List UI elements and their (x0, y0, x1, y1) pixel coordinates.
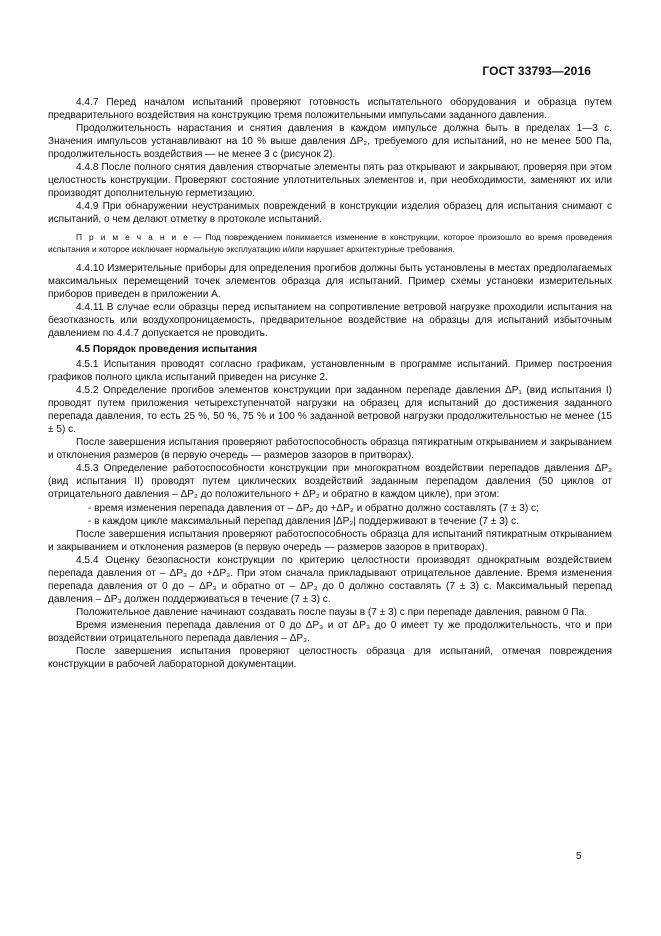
section-heading-4-5: 4.5 Порядок проведения испытания (76, 343, 258, 355)
paragraph-4-5-3: 4.5.3 Определение работоспособности конструкции при многократном воздействии перепадов давления ΔP₂ (вид испытания II) проводят путем циклических воздействий заданным перепадом давления (50 циклов от отрицательного давления – ΔP₂ до положительного + ΔP₂ и обратно в каждом цикле), при этом: (48, 463, 612, 501)
paragraph-4-4-8: 4.4.8 После полного снятия давления створчатые элементы пять раз открывают и закрывают, проверяя при этом целостность конструкции. Проверяют состояние уплотнительных элементов и, при необходимости, заменяют их или производят дополнительную герметизацию. (48, 162, 612, 200)
paragraph-4-5-4: 4.5.4 Оценку безопасности конструкции по критерию целостности производят однократным воздействием перепада давления от – ΔP₃ до +ΔP₃. При этом сначала прикладывают отрицательное давление. Время изменения перепада давления от 0 до – ΔP₃ и обратно от – ΔP₃ до 0 должно составлять (7 ± 3) с. Максимальный перепад давления – ΔP₃ должен поддерживаться в течение (7 ± 3) с. (48, 554, 612, 605)
paragraph-final-check: После завершения испытания проверяют целостность образца для испытаний, отмечая повреждения конструкции в рабочей лабораторной документации. (48, 646, 612, 671)
list-item-cycle-time: - время изменения перепада давления от – ΔP₂ до +ΔP₂ и обратно должно составлять (7 ± 3) с; (88, 502, 539, 514)
paragraph-4-5-2: 4.5.2 Определение прогибов элементов конструкции при заданном перепаде давления ΔP₁ (вид испытания I) проводят путем приложения четырехступенчатой нагрузки на образец для испытаний до достижения заданного перепада давления, то есть 25 %, 50 %, 75 % и 100 % заданной ветровой нагрузки продолжительностью не менее (15 ± 5) с. (48, 385, 612, 436)
note-label: П р и м е ч а н и е (76, 232, 190, 243)
paragraph-pressure-time: Время изменения перепада давления от 0 до ΔP₃ и от ΔP₃ до 0 имеет ту же продолжительность, что и при воздействии отрицательного перепада давления – ΔP₃. (48, 619, 612, 644)
paragraph-after-4-5-2: После завершения испытания проверяют работоспособность образца пятикратным открыванием и закрыванием и отклонения размеров (в первую очередь — размеров зазоров в притворах). (48, 437, 612, 462)
document-code: ГОСТ 33793—2016 (482, 64, 591, 78)
list-item-max-pressure: - в каждом цикле максимальный перепад давления |ΔP₂| поддерживают в течение (7 ± 3) с. (88, 515, 519, 527)
paragraph-4-5-1: 4.5.1 Испытания проводят согласно графикам, установленным в программе испытаний. Пример построения графиков полного цикла испытаний приведен на рисунке 2. (48, 358, 612, 384)
paragraph-4-4-10: 4.4.10 Измерительные приборы для определения прогибов должны быть установлены в местах предполагаемых максимальных перемещений точек элементов образца для испытаний. Пример схемы установки измерительных приборов приведен в приложении А. (48, 262, 612, 300)
paragraph-4-4-9: 4.4.9 При обнаружении неустранимых повреждений в конструкции изделия образец для испытания снимают с испытаний, о чем делают отметку в протоколе испытаний. (48, 201, 612, 226)
paragraph-4-4-7: 4.4.7 Перед началом испытаний проверяют готовность испытательного оборудования и образца путем предварительного воздействия на конструкцию тремя положительными импульсами заданного давления. (48, 97, 612, 122)
paragraph-positive-pressure: Положительное давление начинают создавать после паузы в (7 ± 3) с при перепаде давления, равном 0 Па. (76, 606, 587, 618)
page-body (48, 96, 612, 671)
note (48, 232, 612, 255)
paragraph-4-4-11: 4.4.11 В случае если образцы перед испытанием на сопротивление ветровой нагрузке проходили испытания на безотказность или воздухопроницаемость, предварительное воздействие на образцы для испытаний избыточным давлением по 4.4.7 допускается не проводить. (48, 301, 612, 339)
paragraph-pulse-duration: Продолжительность нарастания и снятия давления в каждом импульсе должна быть в пределах 1—3 с. Значения импульсов устанавливают на 10 % выше давления ΔP₂, требуемого для испытаний, но не менее 500 Па, продолжительность воздействия — не менее 3 с (рисунок 2). (48, 123, 612, 161)
page-number: 5 (576, 851, 582, 862)
paragraph-after-4-5-3: После завершения испытания проверяют работоспособность образца для испытаний пятикратным открыванием и закрыванием и отклонения размеров (в первую очередь — размеров зазоров в притворах). (48, 528, 612, 553)
note-text: — Под повреждением понимается изменение в конструкции, которое произошло во время проведения испытания и которое исключает нормальную эксплуатацию и/или нарушает архитектурные требования. (48, 232, 612, 255)
